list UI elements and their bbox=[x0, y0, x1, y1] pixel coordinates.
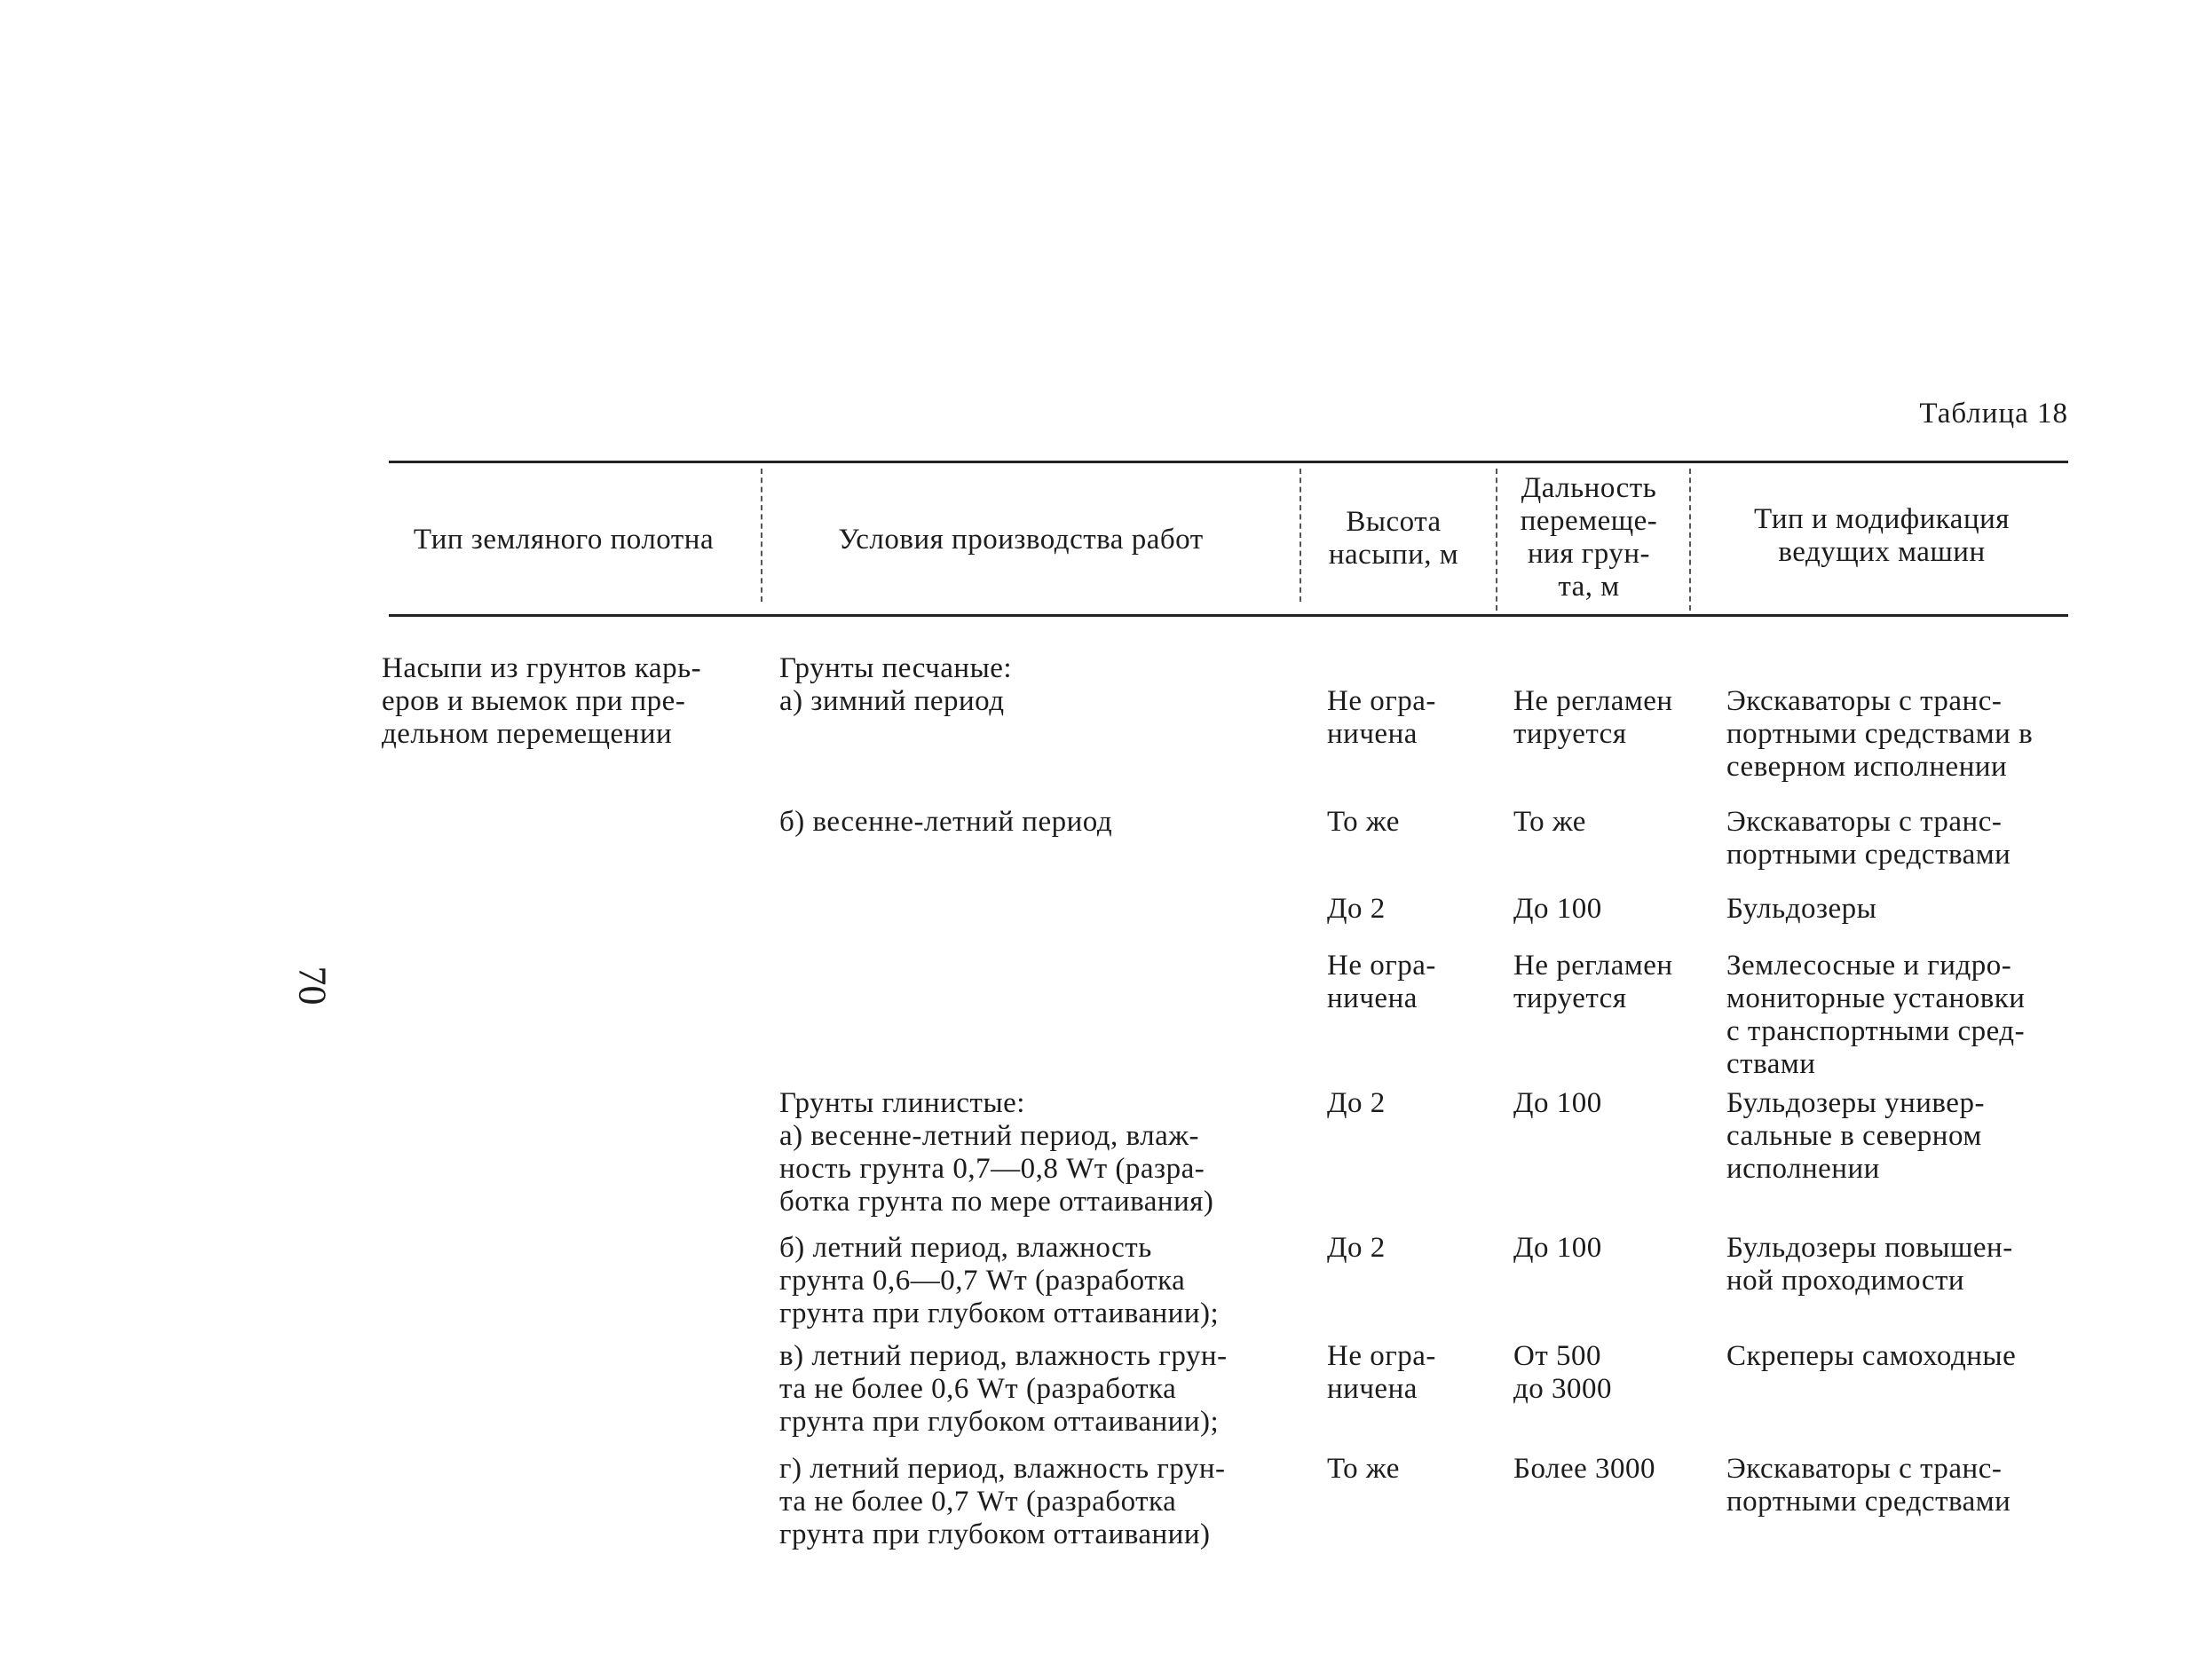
row-3-height: До 2 bbox=[1327, 893, 1386, 925]
table-caption: Таблица 18 bbox=[1919, 398, 2068, 430]
table-top-rule bbox=[389, 461, 2068, 463]
row-1-distance: Не регламен тируется bbox=[1513, 685, 1673, 750]
row-2-height: То же bbox=[1327, 806, 1400, 838]
row-6-height: До 2 bbox=[1327, 1232, 1386, 1264]
row-4-machines: Землесосные и гидро- мониторные установки с транспортными сред- ствами bbox=[1726, 950, 2026, 1080]
row-2-distance: То же bbox=[1513, 806, 1586, 838]
row-2-machines: Экскаваторы с транс- портными средствами bbox=[1726, 806, 2011, 871]
header-divider-2 bbox=[1300, 469, 1301, 602]
header-leading-machines: Тип и модификация ведущих машин bbox=[1754, 503, 2010, 568]
row-8-machines: Экскаваторы с транс- портными средствами bbox=[1726, 1453, 2011, 1518]
row-7-distance: От 500 до 3000 bbox=[1513, 1340, 1613, 1405]
row-1-height: Не огра- ничена bbox=[1327, 685, 1436, 750]
row-3-distance: До 100 bbox=[1513, 893, 1602, 925]
row-1-conditions: а) зимний период bbox=[779, 685, 1005, 717]
row-6-machines: Бульдозеры повышен- ной проходимости bbox=[1726, 1232, 2013, 1297]
row-8-conditions: г) летний период, влажность грун- та не более 0,7 Wт (разработка грунта при глубоком оттаивании) bbox=[779, 1453, 1226, 1550]
row-1-machines: Экскаваторы с транс- портными средствами в северном исполнении bbox=[1726, 685, 2034, 783]
row-2-conditions: б) весенне-летний период bbox=[779, 806, 1113, 838]
row-5-machines: Бульдозеры универ- сальные в северном исполнении bbox=[1726, 1087, 1985, 1185]
table-header-rule bbox=[389, 614, 2068, 617]
header-divider-4 bbox=[1689, 469, 1691, 611]
row-7-conditions: в) летний период, влажность грун- та не более 0,6 Wт (разработка грунта при глубоком оттаивании); bbox=[779, 1340, 1228, 1438]
row-8-height: То же bbox=[1327, 1453, 1400, 1485]
row-7-height: Не огра- ничена bbox=[1327, 1340, 1436, 1405]
header-soil-type: Тип земляного полотна bbox=[413, 524, 715, 556]
header-embankment-height: Высота насыпи, м bbox=[1328, 506, 1459, 571]
row-8-distance: Более 3000 bbox=[1513, 1453, 1656, 1485]
sand-soils-heading: Грунты песчаные: bbox=[779, 652, 1013, 684]
row-5-conditions: Грунты глинистые: а) весенне-летний период, влаж- ность грунта 0,7—0,8 Wт (разра- ботка грунта по мере оттаивания) bbox=[779, 1087, 1214, 1218]
row-6-distance: До 100 bbox=[1513, 1232, 1602, 1264]
page-number: 70 bbox=[290, 966, 335, 1006]
row-4-distance: Не регламен тируется bbox=[1513, 950, 1673, 1014]
row-4-height: Не огра- ничена bbox=[1327, 950, 1436, 1014]
row-3-machines: Бульдозеры bbox=[1726, 893, 1877, 925]
row-6-conditions: б) летний период, влажность грунта 0,6—0,7 Wт (разработка грунта при глубоком оттаивании); bbox=[779, 1232, 1220, 1329]
header-divider-3 bbox=[1496, 469, 1497, 611]
header-divider-1 bbox=[761, 469, 762, 602]
header-transport-distance: Дальность перемеще- ния грун- та, м bbox=[1520, 472, 1658, 603]
soil-type-cell: Насыпи из грунтов карь- еров и выемок при пре- дельном перемещении bbox=[382, 652, 702, 750]
row-5-distance: До 100 bbox=[1513, 1087, 1602, 1119]
header-work-conditions: Условия производства работ bbox=[838, 524, 1204, 556]
row-5-height: До 2 bbox=[1327, 1087, 1386, 1119]
row-7-machines: Скреперы самоходные bbox=[1726, 1340, 2017, 1372]
